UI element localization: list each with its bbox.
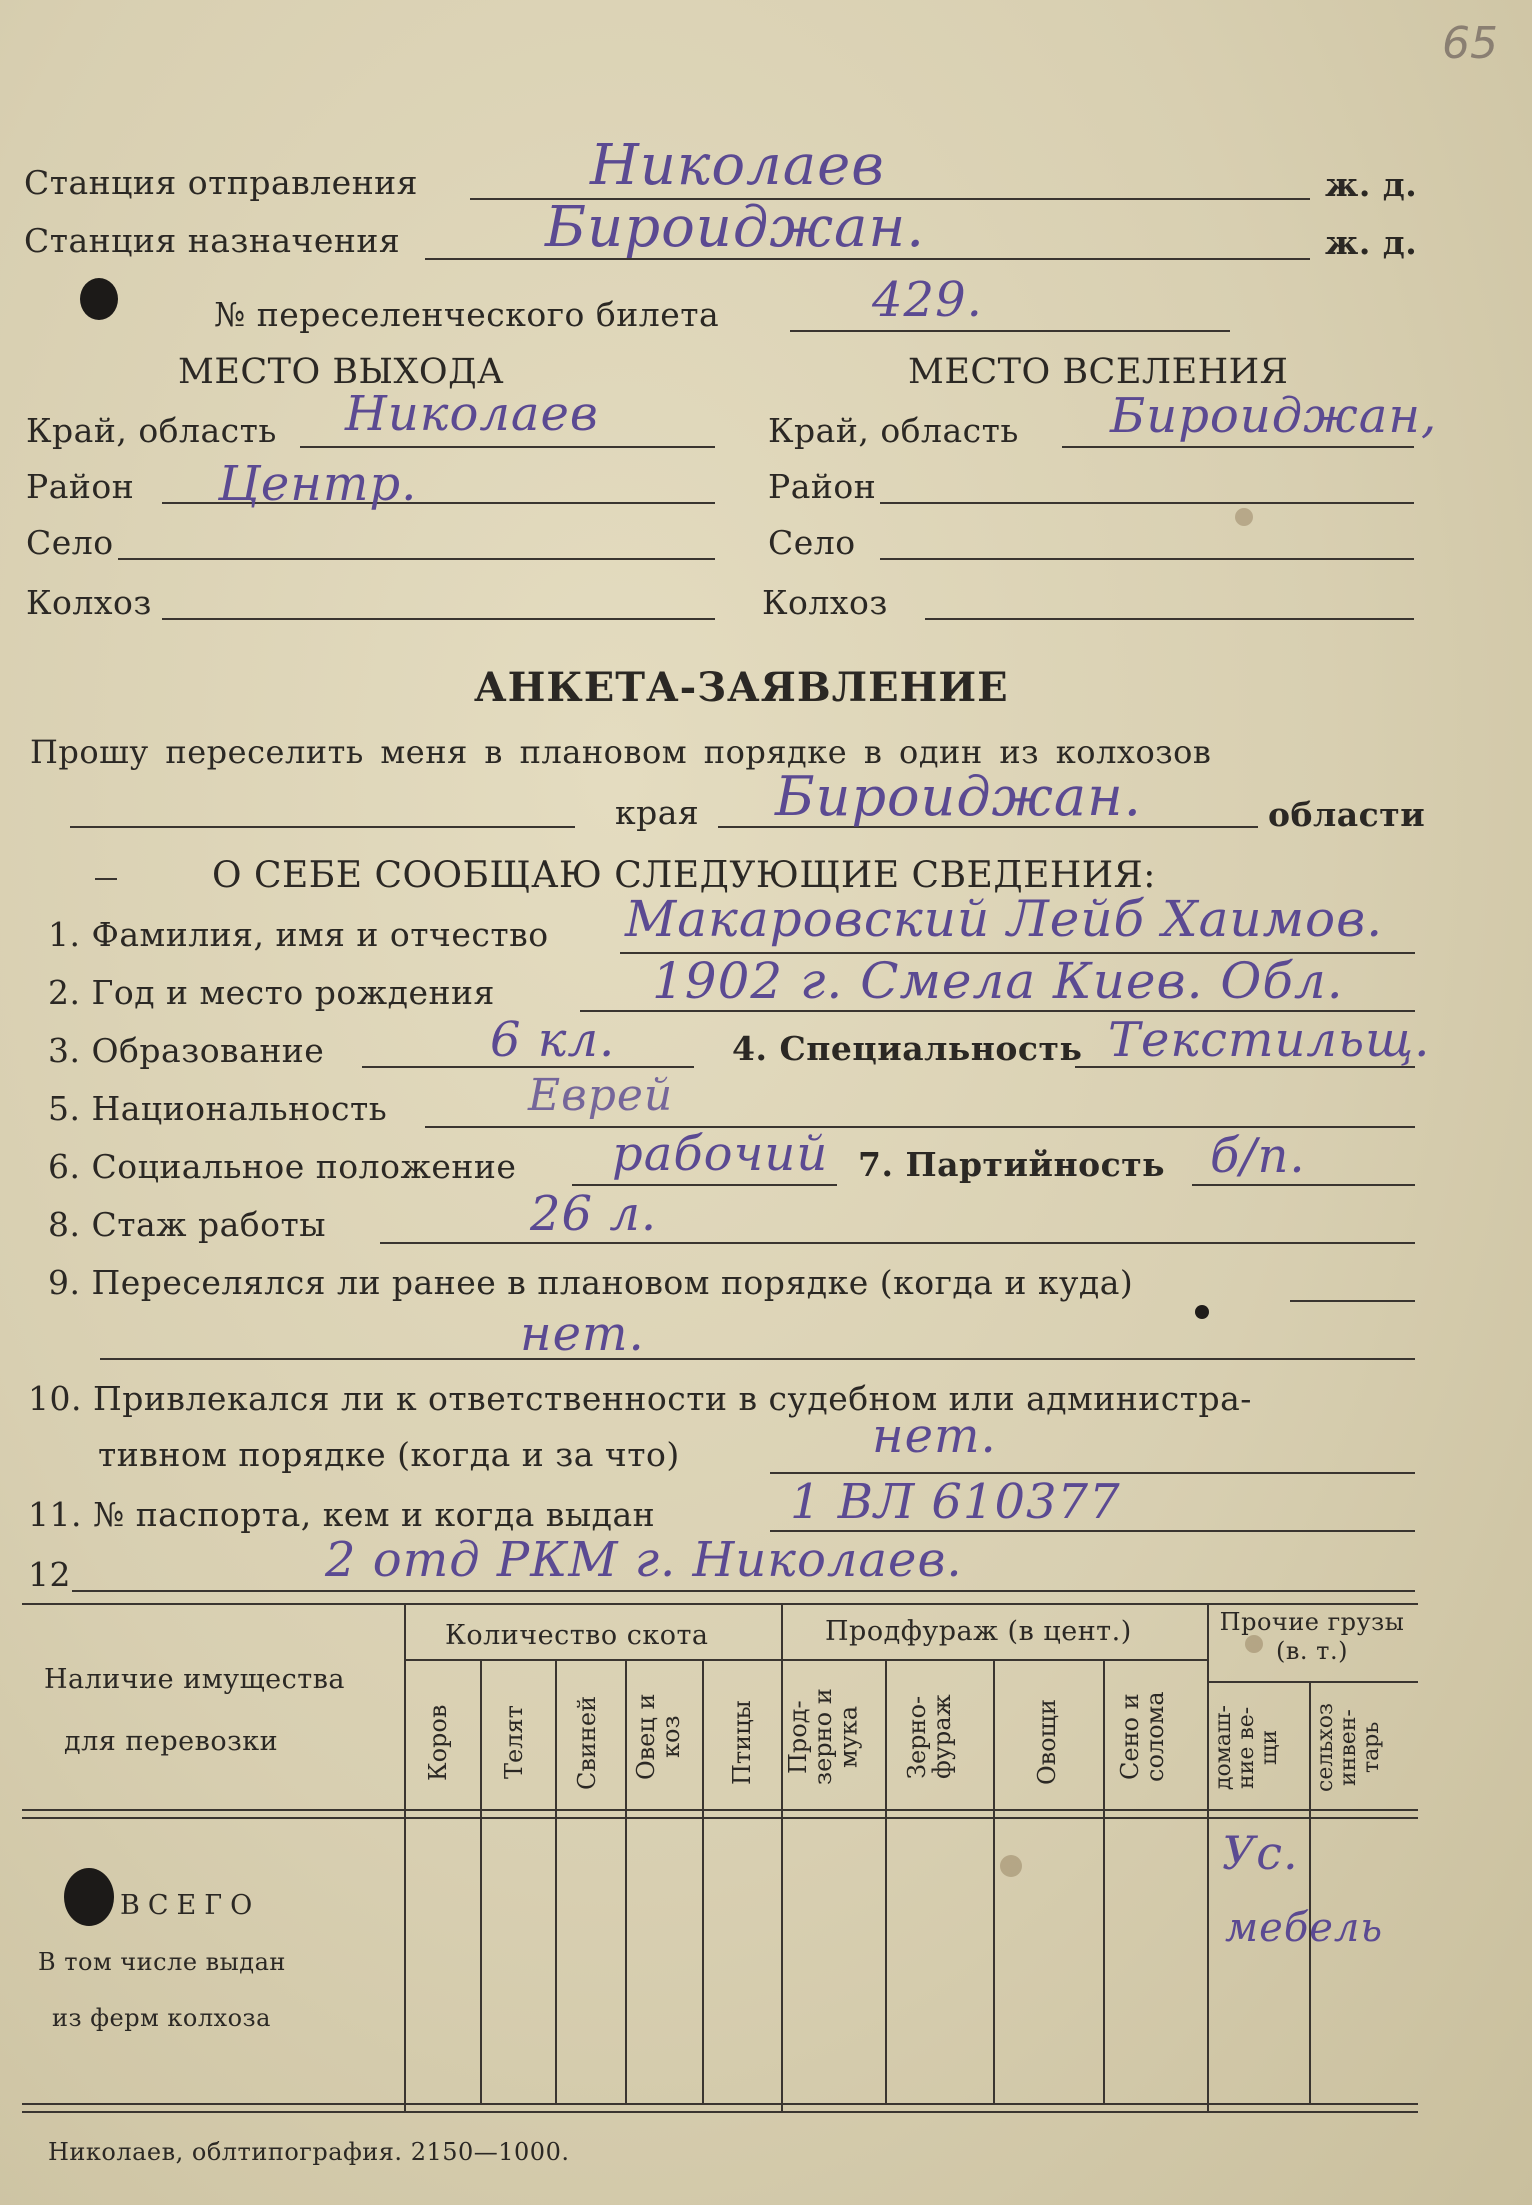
info-heading: О СЕБЕ СООБЩАЮ СЛЕДУЮЩИЕ СВЕДЕНИЯ: [212,855,1156,896]
form-title: АНКЕТА-ЗАЯВЛЕНИЕ [474,664,1009,711]
q1-label: 1. Фамилия, имя и отчество [48,915,549,954]
col-cows: Коров [424,1704,452,1781]
request-region-value: Бироиджан. [775,765,1142,828]
col-calves: Телят [500,1705,528,1780]
fodder-header: Продфураж (в цент.) [825,1616,1132,1647]
request-krai-label: края [615,793,700,832]
origin-region-label: Край, область [26,411,277,450]
household-value-line2: мебель [1225,1905,1384,1951]
origin-heading: МЕСТО ВЫХОДА [178,352,505,392]
printer-imprint: Николаев, облтипография. 2150—1000. [48,2138,570,2166]
settlement-region-label: Край, область [768,411,1019,450]
origin-kolkhoz-label: Колхоз [26,583,152,622]
property-label-line1: Наличие имущества [44,1664,346,1695]
issued-label-line2: из ферм колхоза [52,2004,271,2032]
q7-value: б/п. [1210,1128,1306,1184]
q11-value: 1 ВЛ 610377 [790,1474,1121,1530]
q8-value: 26 л. [530,1186,658,1242]
origin-district-label: Район [26,467,135,506]
col-grain-flour: Прод-зерно и мука [784,1688,863,1786]
q12-label: 12 [28,1555,71,1594]
request-line: Прошу переселить меня в плановом порядке в один из колхозов [30,733,1212,771]
col-poultry: Птицы [728,1700,756,1785]
q2-value: 1902 г. Смела Киев. Обл. [652,952,1344,1010]
origin-district-value: Центр. [218,456,418,512]
corner-page-number: 65 [1442,18,1498,69]
q9-value: нет. [520,1306,645,1362]
q7-label: 7. Партийность [858,1145,1166,1184]
destination-label: Станция назначения [24,221,401,260]
q6-label: 6. Социальное положение [48,1147,517,1186]
q10-label-line1: 10. Привлекался ли к ответственности в судебном или администра- [28,1379,1252,1418]
q9-label: 9. Переселялся ли ранее в плановом порядке (когда и куда) [48,1263,1134,1302]
col-household: домаш-ние ве-щи [1211,1705,1283,1790]
q11-label: 11. № паспорта, кем и когда выдан [28,1495,656,1534]
q4-label: 4. Специальность [732,1029,1083,1068]
q4-value: Текстильщ. [1108,1012,1431,1068]
q8-label: 8. Стаж работы [48,1205,327,1244]
livestock-header: Количество скота [445,1620,709,1651]
q6-value: рабочий [612,1126,829,1182]
col-vegetables: Овощи [1033,1699,1061,1786]
q5-value: Еврей [528,1070,674,1121]
origin-village-label: Село [26,523,114,562]
col-grain-fodder: Зерно-фураж [903,1694,957,1780]
col-sheep-goats: Овец и коз [632,1693,686,1781]
settlement-kolkhoz-label: Колхоз [762,583,888,622]
total-label: ВСЕГО [120,1890,261,1921]
issued-label-line1: В том числе выдан [38,1948,286,1976]
q3-label: 3. Образование [48,1031,325,1070]
ticket-value: 429. [872,272,983,328]
settlement-region-value: Бироиджан, [1110,388,1438,444]
departure-suffix: ж. д. [1325,165,1418,204]
destination-value: Бироиджан. [545,195,926,260]
destination-suffix: ж. д. [1325,223,1418,262]
settlement-heading: МЕСТО ВСЕЛЕНИЯ [908,352,1289,392]
settlement-village-label: Село [768,523,856,562]
col-pigs: Свиней [573,1695,601,1790]
ticket-label: № переселенческого билета [214,295,720,334]
household-value-line1: Ус. [1222,1826,1299,1880]
q3-value: 6 кл. [490,1012,616,1068]
col-hay-straw: Сено и солома [1116,1691,1170,1783]
q1-value: Макаровский Лейб Хаимов. [625,890,1384,948]
q2-label: 2. Год и место рождения [48,973,495,1012]
settlement-district-label: Район [768,467,877,506]
property-label-line2: для перевозки [64,1726,279,1757]
origin-region-value: Николаев [345,386,599,442]
q5-label: 5. Национальность [48,1089,388,1128]
request-oblast-label: области [1268,795,1426,834]
col-farm-tools: сельхоз инвен-тарь [1313,1703,1385,1792]
q10-label-line2: тивном порядке (когда и за что) [98,1435,680,1474]
departure-value: Николаев [590,133,885,198]
q10-value: нет. [872,1408,997,1464]
departure-label: Станция отправления [24,163,418,202]
other-header: Прочие грузы (в. т.) [1219,1608,1405,1665]
q12-value: 2 отд РКМ г. Николаев. [325,1532,963,1588]
